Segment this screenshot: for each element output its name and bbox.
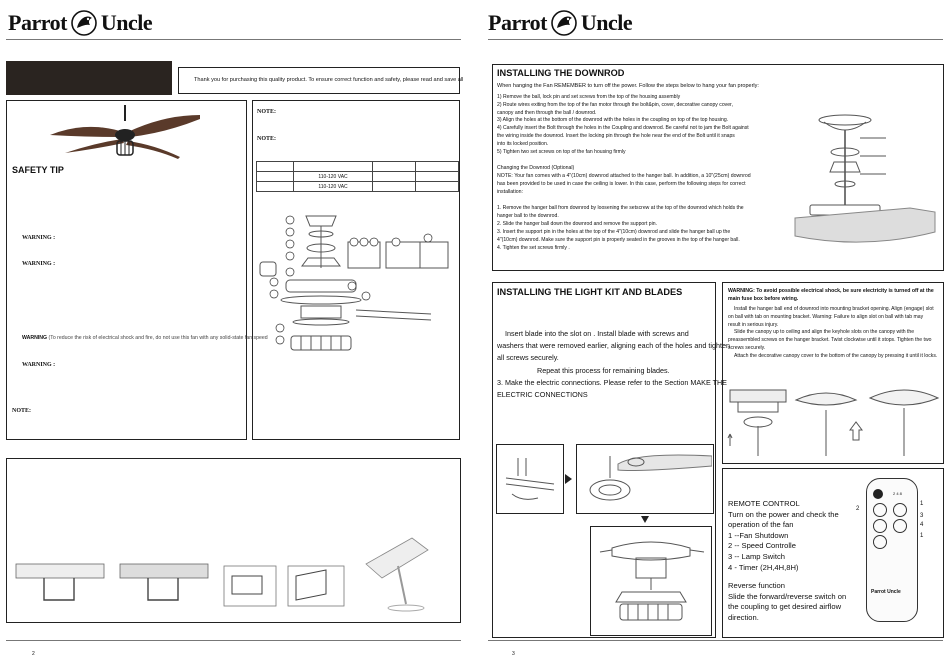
list-item: 3. Make the electric connections. Please refer to the Section MAKE THE <box>497 377 727 387</box>
safety-note: NOTE: <box>12 408 32 414</box>
downrod-title: INSTALLING THE DOWNROD <box>497 68 625 78</box>
light-kit-title: INSTALLING THE LIGHT KIT AND BLADES <box>497 287 683 297</box>
page-number-right: 3 <box>512 651 515 657</box>
specs-note-2: NOTE: <box>257 136 277 142</box>
voltage-cell: 110-120 VAC <box>294 172 373 182</box>
blade-screw-diagram <box>498 448 562 510</box>
list-item: 3) Align the holes at the bottom of the downrod with the holes in the coupling on top of the top housing. <box>497 117 729 124</box>
list-item: Insert blade into the slot on . Install blade with screws and <box>505 329 689 338</box>
safety-warning-3-text: (To reduce the risk of electrical shock and fire, do not use this fan with any solid-state fan speed <box>48 335 268 341</box>
list-item: on ball with tab on mounting bracket. Warning: Failure to align slot on ball with tab may <box>728 313 924 320</box>
list-item: direction. <box>728 612 759 622</box>
list-item: installation: <box>497 189 523 195</box>
remote-control-illustration <box>866 478 918 622</box>
list-item: NOTE: Your fan comes with a 4"(10cm) downrod attached to the hanger ball. In addition, a 10"(25cm) downrod <box>497 173 751 179</box>
voltage-cell: 110-120 VAC <box>294 182 373 192</box>
light-kit-text <box>497 328 730 401</box>
remote-button-5 <box>893 519 907 533</box>
table-row <box>257 182 459 192</box>
list-item: ELECTRIC CONNECTIONS <box>497 390 588 400</box>
brand-name-right: Uncle <box>100 10 153 35</box>
list-item: the coupling to get desired airflow <box>728 602 842 612</box>
list-item: 1. Remove the hanger ball from downrod by loosening the setscrew at the top of the downrod which holds the <box>497 205 744 211</box>
downrod-steps <box>497 94 787 156</box>
fan-assembly-diagram <box>592 528 710 634</box>
list-item: canopy and then through the ball / downrod. <box>497 109 597 116</box>
list-item: 5) Tighten two set screws on top of the fan housing firmly <box>497 148 626 155</box>
slope-ceiling-diagram <box>362 534 432 614</box>
reverse-title: Reverse function <box>728 581 785 591</box>
table-row <box>257 172 459 182</box>
remote-brand-label: Parrot Uncle <box>871 589 901 595</box>
list-item: 4 - Timer (2H,4H,8H) <box>728 562 799 572</box>
header-rule-left <box>6 39 461 40</box>
blade-attach-diagram <box>578 446 712 512</box>
remote-callout-3: 3 <box>920 513 924 519</box>
header-rule-right <box>488 39 943 40</box>
remote-button-3 <box>893 503 907 517</box>
remote-button-4 <box>873 519 887 533</box>
list-item: 3. Insert the support pin in the holes at the top of the 4"(10cm) downrod and slide the hanger ball up the <box>497 229 731 235</box>
arrow-down-icon <box>641 516 649 523</box>
bracket-detail-diagram-2 <box>284 562 348 614</box>
parrot-logo-icon <box>69 8 99 38</box>
list-item: Install the hanger ball end of downrod into mounting bracket opening. Align (engage) slot <box>734 306 934 312</box>
parrot-logo-icon <box>549 8 579 38</box>
brand-logo-left <box>8 8 152 38</box>
list-item: the wiring inside the downrod. Insert the locking pin through the hole near the end of the Bolt until it snaps <box>497 132 735 139</box>
list-item: 4"(10cm) downrod. Make sure the support pin is properly seated in the grooves in the top of the hanger ball. <box>497 237 740 243</box>
safety-warning-2: WARNING : <box>22 261 56 267</box>
bracket-detail-diagram-1 <box>220 562 280 614</box>
changing-title: Changing the Downrod (Optional) <box>497 165 575 171</box>
remote-button-1 <box>873 489 883 499</box>
page-number-left: 2 <box>32 651 35 657</box>
brand-name-left: Parrot <box>8 10 67 35</box>
safety-warning-4: WARNING : <box>22 362 56 368</box>
list-item: Slide the forward/reverse switch on <box>728 591 847 601</box>
list-item: Turn on the power and check the <box>728 509 839 519</box>
parts-exploded-diagram <box>256 210 456 360</box>
list-item: result in serious injury. <box>728 321 779 328</box>
list-item: hanger ball to the downrod. <box>497 213 559 219</box>
remote-callout-4: 4 <box>920 522 924 528</box>
remote-text <box>728 499 868 624</box>
list-item: preassembled screws on the hanger bracket. Twist clockwise until it stops. Tighten the two <box>728 337 932 344</box>
remote-callout-2: 2 <box>856 506 860 512</box>
list-item: into its locked position. <box>497 140 549 147</box>
safety-warning-3: WARNING <box>22 335 48 341</box>
ceiling-box-diagram-2 <box>118 562 210 614</box>
changing-downrod <box>497 164 787 196</box>
safety-title: SAFETY TIP <box>12 165 64 175</box>
remote-callout-5: 1 <box>920 533 924 539</box>
list-item: all screws securely. <box>497 353 559 363</box>
downrod-lead: When hanging the Fan REMEMBER to turn off the power. Follow the steps below to hang your fan properly: <box>497 83 759 89</box>
remote-button-6 <box>873 535 887 549</box>
list-item: Slide the canopy up to ceiling and align the keyhole slots on the canopy with the <box>734 329 915 336</box>
table-row <box>257 162 459 172</box>
canopy-mounting-diagram <box>726 386 942 460</box>
list-item: 1 --Fan Shutdown <box>728 530 789 540</box>
list-item: 3 -- Lamp Switch <box>728 551 785 561</box>
list-item: has been provided to be used in case the ceiling is lower. In this case, perform the following steps for correct <box>497 181 746 187</box>
footer-rule-right <box>488 640 943 641</box>
list-item: 1) Remove the ball, lock pin and set screws from the top of the housing assembly <box>497 94 681 100</box>
timer-labels: 2 4 8 <box>893 491 902 496</box>
brand-logo-right <box>488 8 632 38</box>
list-item: 4. Tighten the set screws firmly . <box>497 245 570 251</box>
list-item: 2) Route wires exiting from the top of the fan motor through the bolt&pin, cover, decorative canopy cover, <box>497 101 733 108</box>
arrow-right-icon <box>565 474 572 484</box>
list-item: 4) Carefully insert the Bolt through the holes in the Coupling and downrod. Be careful not to jam the Bolt against <box>497 125 749 132</box>
mounting-text <box>728 306 942 361</box>
list-item: Attach the decorative canopy cover to the bottom of the canopy by pressing it until it locks. <box>734 352 938 359</box>
list-item: 2. Slide the hanger ball down the downrod and remove the support pin. <box>497 221 657 227</box>
list-item: Repeat this process for remaining blades. <box>537 365 670 375</box>
list-item: washers that were removed earlier, aligning each of the holes and tighten <box>497 341 730 351</box>
specs-table <box>256 161 459 192</box>
title-band <box>6 61 172 95</box>
ceiling-box-diagram-1 <box>14 562 106 614</box>
list-item: operation of the fan <box>728 520 794 530</box>
replace-downrod-steps <box>497 204 787 252</box>
mounting-warning: WARNING: To avoid possible electrical shock, be sure electricity is turned off at the main fuse box before wiring. <box>728 288 934 302</box>
intro-text: Thank you for purchasing this quality product. To ensure correct function and safety, please read and save all <box>194 77 464 83</box>
brand-name-left: Parrot <box>488 10 547 35</box>
brand-name-right: Uncle <box>580 10 633 35</box>
remote-title: REMOTE CONTROL <box>728 499 800 508</box>
specs-note-1: NOTE: <box>257 109 277 115</box>
list-item: 2 -- Speed Controlle <box>728 541 796 551</box>
ceiling-fan-illustration <box>40 103 210 163</box>
downrod-diagram <box>790 100 940 245</box>
safety-warning-1: WARNING : <box>22 235 56 241</box>
footer-rule-left <box>6 640 461 641</box>
remote-button-2 <box>873 503 887 517</box>
list-item: screws securely. <box>728 344 766 351</box>
safety-warning-3-row <box>22 334 268 343</box>
remote-callout-1: 1 <box>920 501 924 507</box>
